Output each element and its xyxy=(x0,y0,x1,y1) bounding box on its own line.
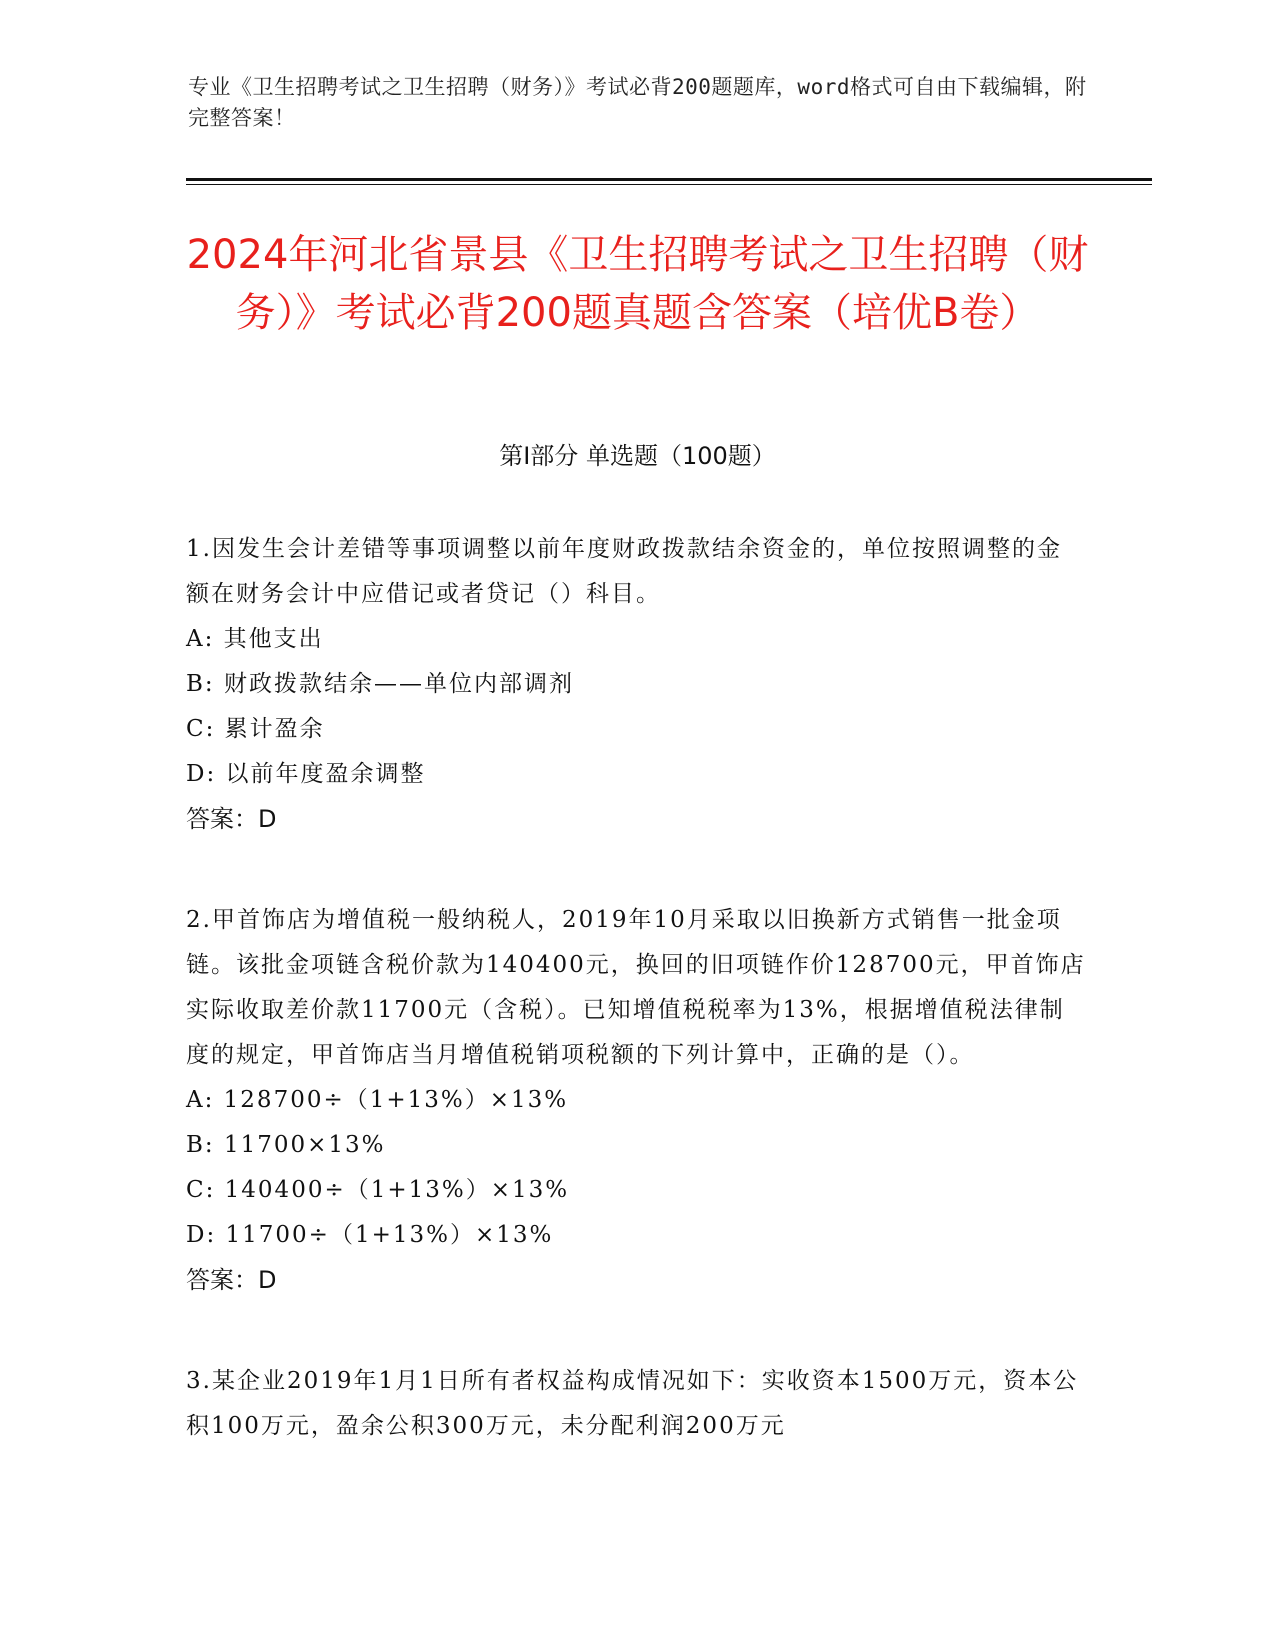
answer: 答案：D xyxy=(186,805,277,833)
option-a: A: 128700÷（1+13%）×13% xyxy=(186,1087,569,1113)
document-title: 2024年河北省景县《卫生招聘考试之卫生招聘（财务）》考试必背200题真题含答案（培优B卷） xyxy=(186,232,1089,336)
option-c: C: 140400÷（1+13%）×13% xyxy=(186,1177,570,1203)
question-text: 3.某企业2019年1月1日所有者权益构成情况如下：实收资本1500万元，资本公积100万元，盈余公积300万元，未分配利润200万元 xyxy=(186,1368,1079,1439)
header-note: 专业《卫生招聘考试之卫生招聘（财务）》考试必背200题题库，word格式可自由下载编辑，附完整答案！ xyxy=(188,75,1087,130)
question-list xyxy=(186,527,1086,1505)
option-b: B: 财政拨款结余——单位内部调剂 xyxy=(186,671,574,697)
header-divider-thin xyxy=(186,184,1152,185)
question-2 xyxy=(186,898,1086,1303)
question-3 xyxy=(186,1359,1086,1449)
question-text: 1.因发生会计差错等事项调整以前年度财政拨款结余资金的，单位按照调整的金额在财务会计中应借记或者贷记（）科目。 xyxy=(186,536,1062,607)
answer: 答案：D xyxy=(186,1266,277,1294)
question-1 xyxy=(186,527,1086,842)
option-d: D: 11700÷（1+13%）×13% xyxy=(186,1222,554,1248)
section-heading: 第Ⅰ部分 单选题（100题） xyxy=(499,442,776,470)
question-text: 2.甲首饰店为增值税一般纳税人，2019年10月采取以旧换新方式销售一批金项链。该批金项链含税价款为140400元，换回的旧项链作价128700元，甲首饰店实际收取差价款11700元（含税）。已知增值税税率为13%，根据增值税法律制度的规定，甲首饰店当月增值税销项税额的下列计算中，正确的是（）。 xyxy=(186,907,1086,1068)
option-a: A: 其他支出 xyxy=(186,626,324,652)
option-d: D: 以前年度盈余调整 xyxy=(186,761,426,787)
header-divider-thick xyxy=(186,178,1152,181)
option-c: C: 累计盈余 xyxy=(186,716,325,742)
option-b: B: 11700×13% xyxy=(186,1132,386,1158)
